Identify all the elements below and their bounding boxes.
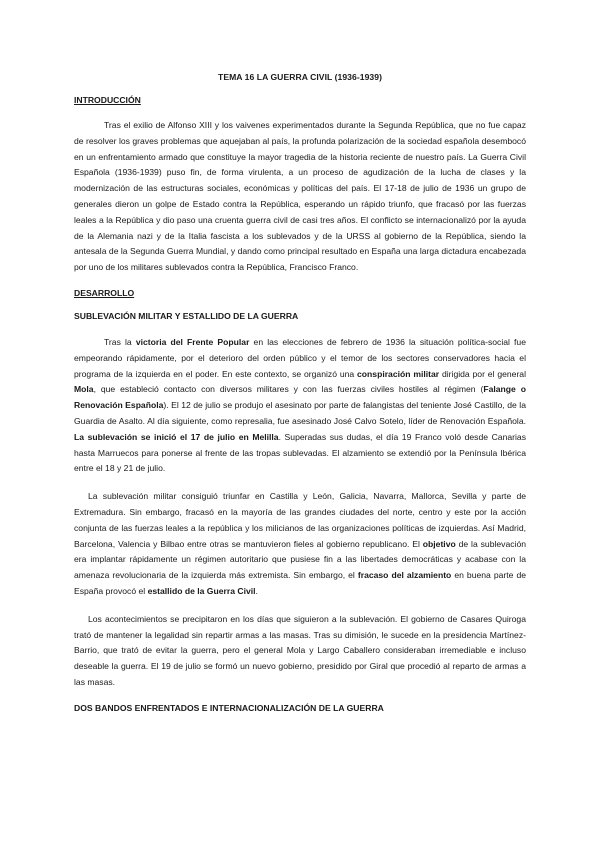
uprising-subheading: SUBLEVACIÓN MILITAR Y ESTALLIDO DE LA GUERRA — [74, 310, 299, 321]
text-span: La sublevación militar consiguió triunfar en Castilla y León, Galicia, Navarra, Mallorca, Sevilla y parte de Extremadura. Sin embargo, fracasó en la mayoría de las grandes ciudades del norte, centro y este por la acción conjunta de las fuerzas leales a la república y los milicianos de las organizaciones políticas de izquierdas. Así Madrid, Barcelona, Valencia y Bilbao entre otras se mantuvieron fieles al gobierno republicano. El — [74, 491, 526, 549]
text-span: . — [255, 585, 258, 596]
intro-heading: INTRODUCCIÓN — [74, 95, 141, 105]
bold-span: estallido de la Guerra Civil — [147, 585, 256, 596]
bold-span: fracaso del alzamiento — [357, 570, 452, 581]
document-title: TEMA 16 LA GUERRA CIVIL (1936-1939) — [218, 72, 382, 82]
text-span: en buena parte de España provocó el — [74, 570, 526, 596]
uprising-paragraph-3: Los acontecimientos se precipitaron en los días que siguieron a la sublevación. El gobierno de Casares Quiroga trató de mantener la legalidad sin repartir armas a las masas. Tras su dimisión, le sucede en la presidencia Martínez-Barrio, que trató de evitar la guerra, pero el general Mola y Largo Caballero consideraban irremediable e incluso deseable la guerra. El 19 de julio se formó un nuevo gobierno, presidido por Giral que procedió al reparto de armas a las masas. — [74, 613, 526, 687]
uprising-paragraph-2 — [74, 489, 526, 600]
factions-subheading: DOS BANDOS ENFRENTADOS E INTERNACIONALIZACIÓN DE LA GUERRA — [74, 702, 384, 713]
text-span: dirigida por el general — [439, 368, 526, 379]
bold-span: victoria del Frente Popular — [135, 336, 250, 347]
bold-span: objetivo — [422, 538, 456, 549]
bold-span: La sublevación se inició el 17 de julio en Melilla — [74, 431, 279, 442]
intro-paragraph: Tras el exilio de Alfonso XIII y los vaivenes experimentados durante la Segunda República, que no fue capaz de resolver los graves problemas que aquejaban al país, la profunda polarización de la sociedad española desembocó en un enfrentamiento armado que constituye la mayor tragedia de la historia reciente de nuestro país. La Guerra Civil Española (1936-1939) puso fin, de forma virulenta, a un proceso de agudización de la lucha de clases y la modernización de las estructuras sociales, económicas y políticas del país. El 17-18 de julio de 1936 un grupo de generales dieron un golpe de Estado contra la República, esperando un rápido triunfo, que fracasó por las fuerzas leales a la República y dio paso una cruenta guerra civil de casi tres años. El conflicto se internacionalizó por la ayuda de la Alemania nazi y de la Italia fascista a los sublevados y de la URSS al gobierno de la República, siendo la antesala de la Segunda Guerra Mundial, y dando como principal resultado en España una larga dictadura encabezada por uno de los militares sublevados contra la República, Francisco Franco. — [74, 120, 526, 273]
text-span: ). El 12 de julio se produjo el asesinato por parte de falangistas del teniente José Castillo, de la Guardia de Asalto. Al día siguiente, como represalia, fue asesinado José Calvo Sotelo, líder de Renovación Española. — [74, 400, 526, 426]
bold-span: Falange o Renovación Española — [74, 384, 526, 411]
text-span: de la sublevación era implantar rápidamente un régimen autoritario que pusiese fin a las libertades democráticas y acabase con la amenaza revolucionaria de la izquierda más extremista. Sin embargo, el — [74, 538, 527, 581]
uprising-paragraph-1 — [74, 335, 526, 477]
text-span: , que estableció contacto con diversos militares y con las fuerzas civiles hostiles al régimen ( — [93, 384, 484, 395]
bold-span: conspiración militar — [357, 368, 440, 379]
text-span: en las elecciones de febrero de 1936 la situación política-social fue empeorando rápidamente, por el deterioro del orden público y el temor de los sectores conservadores hacia el programa de la izquierda en el poder. En este contexto, se organizó una — [74, 336, 526, 379]
development-heading: DESARROLLO — [74, 287, 135, 298]
bold-span: Mola — [74, 384, 94, 395]
text-span: Tras la — [104, 336, 136, 347]
text-span: . Superadas sus dudas, el día 19 Franco voló desde Canarias hasta Marruecos para ponerse al frente de las tropas sublevadas. El alzamiento se extendió por la Península Ibérica entre el 18 y 21 de julio. — [74, 431, 526, 474]
